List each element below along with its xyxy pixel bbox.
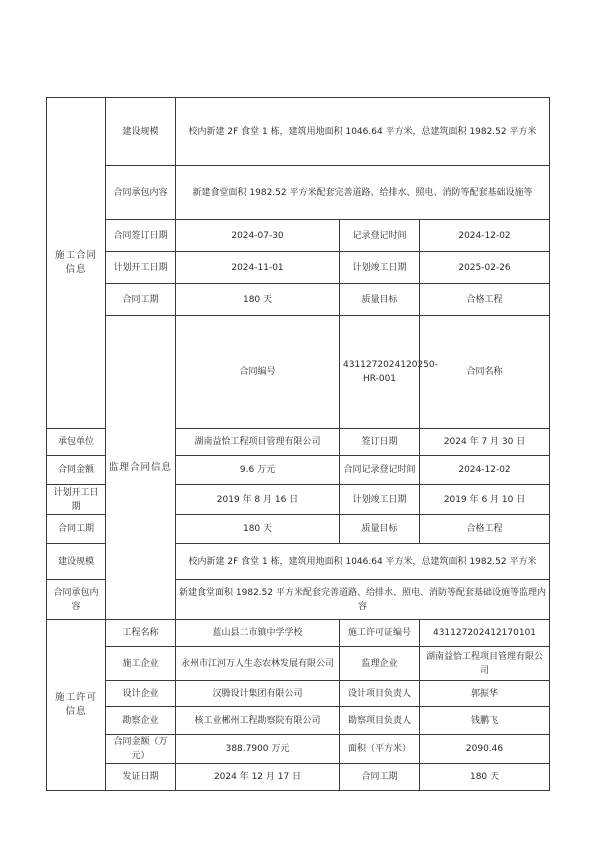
value-sv-record-time: 2024-12-02: [420, 456, 550, 485]
label-sv-scope: 合同承包内容: [47, 580, 106, 620]
label-permit-duration: 合同工期: [340, 764, 420, 791]
info-table: [46, 97, 550, 791]
value-permit-no: 431127202412170101: [420, 620, 550, 647]
label-sv-sign-date: 签订日期: [340, 429, 420, 456]
label-area: 面积（平方米）: [340, 735, 420, 764]
value-permit-amount: 388.7900 万元: [176, 735, 340, 764]
section-title-construction-contract: 施工合同信息: [47, 98, 106, 429]
label-issue-date: 发证日期: [106, 764, 176, 791]
value-issue-date: 2024 年 12 月 17 日: [176, 764, 340, 791]
label-contractor: 承包单位: [47, 429, 106, 456]
label-sign-date: 合同签订日期: [106, 220, 176, 252]
value-contractor: 湖南益恰工程项目管理有限公司: [176, 429, 340, 456]
label-quality: 质量目标: [340, 284, 420, 316]
value-sign-date: 2024-07-30: [176, 220, 340, 252]
label-duration: 合同工期: [106, 284, 176, 316]
value-survey: 核工业郴州工程勘察院有限公司: [176, 707, 340, 735]
value-sv-plan-start: 2019 年 8 月 16 日: [176, 485, 340, 515]
label-design-lead: 设计项目负责人: [340, 681, 420, 707]
label-plan-end: 计划竣工日期: [340, 252, 420, 284]
label-permit-amount: 合同金额（万元）: [106, 735, 176, 764]
value-area: 2090.46: [420, 735, 550, 764]
label-survey-lead: 勘察项目负责人: [340, 707, 420, 735]
label-sv-quality: 质量目标: [340, 515, 420, 544]
value-plan-end: 2025-02-26: [420, 252, 550, 284]
label-supervisor: 监理企业: [340, 647, 420, 681]
label-sv-plan-start: 计划开工日期: [47, 485, 106, 515]
label-sv-scale: 建设规模: [47, 544, 106, 580]
label-project-name: 工程名称: [106, 620, 176, 647]
value-sv-quality: 合格工程: [420, 515, 550, 544]
label-scale: 建设规模: [106, 98, 176, 166]
value-scale: 校内新建 2F 食堂 1 栋，建筑用地面积 1046.64 平方米，总建筑面积 1982.52 平方米: [176, 98, 550, 166]
label-designer: 设计企业: [106, 681, 176, 707]
value-contract-no: 4311272024120250-HR-001: [340, 316, 420, 429]
section-title-construction-permit: 施工许可信息: [47, 620, 106, 791]
value-scope: 新建食堂面积 1982.52 平方米配套完善道路、给排水、照电、消防等配套基础设施等: [176, 166, 550, 220]
value-survey-lead: 钱鹏飞: [420, 707, 550, 735]
value-duration: 180 天: [176, 284, 340, 316]
label-contract-name: 合同名称: [420, 316, 550, 429]
value-designer: 汉腾设计集团有限公司: [176, 681, 340, 707]
value-sv-plan-end: 2019 年 6 月 10 日: [420, 485, 550, 515]
value-sv-sign-date: 2024 年 7 月 30 日: [420, 429, 550, 456]
label-survey: 勘察企业: [106, 707, 176, 735]
label-scope: 合同承包内容: [106, 166, 176, 220]
value-record-date: 2024-12-02: [420, 220, 550, 252]
label-sv-plan-end: 计划竣工日期: [340, 485, 420, 515]
label-sv-duration: 合同工期: [47, 515, 106, 544]
value-sv-duration: 180 天: [176, 515, 340, 544]
value-sv-scale: 校内新建 2F 食堂 1 栋，建筑用地面积 1046.64 平方米，总建筑面积 1982.52 平方米: [176, 544, 550, 580]
value-quality: 合格工程: [420, 284, 550, 316]
value-plan-start: 2024-11-01: [176, 252, 340, 284]
value-project-name: 蓝山县二市镇中学学校: [176, 620, 340, 647]
value-design-lead: 郭振华: [420, 681, 550, 707]
value-permit-duration: 180 天: [420, 764, 550, 791]
value-builder: 永州市江河万人生态农林发展有限公司: [176, 647, 340, 681]
label-contract-no: 合同编号: [176, 316, 340, 429]
label-sv-record-time: 合同记录登记时间: [340, 456, 420, 485]
label-permit-no: 施工许可证编号: [340, 620, 420, 647]
label-builder: 施工企业: [106, 647, 176, 681]
value-supervisor: 湖南益恰工程项目管理有限公司: [420, 647, 550, 681]
section-title-supervision-contract: 监理合同信息: [106, 316, 176, 620]
value-sv-amount: 9.6 万元: [176, 456, 340, 485]
label-sv-amount: 合同金额: [47, 456, 106, 485]
label-plan-start: 计划开工日期: [106, 252, 176, 284]
label-record-date: 记录登记时间: [340, 220, 420, 252]
value-sv-scope: 新建食堂面积 1982.52 平方米配套完善道路、给排水、照电、消防等配套基础设施等监理内容: [176, 580, 550, 620]
